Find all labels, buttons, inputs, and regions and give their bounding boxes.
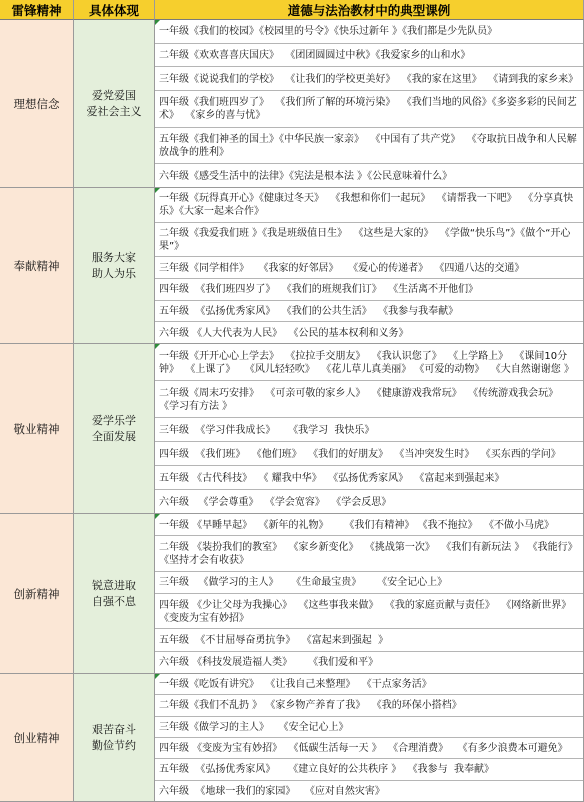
grade-row: 六年级 《地球一我们的家园》 《应对自然灾害》 [159,785,385,797]
spirit-cell: 理想信念 [0,20,74,188]
grade-lessons-group [155,188,584,344]
spirit-cell: 敬业精神 [0,344,74,514]
grade-row: 六年级 《科技发展造福人类》 《我们爱和平》 [159,657,379,669]
grade-row: 三年级 《学习伴我成长》 《我学习 我快乐》 [155,418,583,442]
grade-row: 四年级 《我们班》 《他们班》 《我们的好朋友》 《当冲突发生时》 《买东西的学问》 [155,442,583,466]
grade-row: 六年级《感受生活中的法律》《宪法是根本法 》《公民意味着什么》 [159,170,453,182]
embodiment-line: 爱党爱国 [92,88,136,102]
grade-row: 二年级《周末巧安排》 《可亲可敬的家乡人》 《健康游戏我常玩》 《传统游戏我会玩》 《学习有方法 》 [155,381,583,418]
header-lessons: 道德与法治教材中的典型课例 [155,0,584,20]
grade-row: 二年级《我爱我们班 》《我是班级值日生》 《这些是大家的》 《学做“快乐鸟”》《做个“开心果”》 [155,223,583,258]
grade-row: 一年级《吃饭有讲究》 《让我自己来整理》 《干点家务活》 [155,674,583,695]
grade-row: 二年级《我们不乱扔 》 《家乡物产养育了我》 《我的环保小搭档》 [155,695,583,716]
grade-row: 一年级《开开心心上学去》 《拉拉手交朋友》 《我认识您了》 《上学路上》 《课间10分钟》 《上课了》 《风儿轻轻吹》 《花儿草儿真美丽》 《可爱的动物》 《大自然谢谢您 》 [155,344,583,381]
grade-row: 二年级《欢欢喜喜庆国庆》 《团团圆圆过中秋》《我爱家乡的山和水》 [155,44,583,68]
grade-row: 五年级 《弘扬优秀家风》 《我们的公共生活》 《我参与我奉献》 [155,301,583,323]
spirit-cell: 创业精神 [0,674,74,802]
spirit-cell: 创新精神 [0,514,74,674]
grade-row: 五年级《我们神圣的国土》《中华民族一家亲》 《中国有了共产党》 《夺取抗日战争和人民解放战争的胜利》 [155,128,583,165]
embodiment-cell [74,344,155,514]
grade-row: 三年级《说说我们的学校》 《让我们的学校更美好》 《我的家在这里》 《请到我的家乡来》 [155,67,583,91]
header-spirit: 雷锋精神 [0,0,74,20]
grade-row: 四年级 《我们班四岁了》 《我们的班规我们订》 《生活离不开他们》 [155,279,583,301]
grade-row: 一年级 《早睡早起》 《新年的礼物》 《我们有精神》 《我不拖拉》 《不做小马虎》 [155,514,583,536]
grade-row: 二年级 《装扮我们的教室》 《家乡新变化》 《挑战第一次》 《我们有新玩法 》 《我能行》 《坚持才会有收获》 [155,536,583,571]
grade-row: 五年级 《不甘屈辱奋勇抗争》 《富起来到强起 》 [155,629,583,651]
grade-lessons-group [155,344,584,514]
grade-row: 三年级 《做学习的主人》 《生命最宝贵》 《安全记心上》 [155,572,583,594]
embodiment-cell [74,674,155,802]
embodiment-cell [74,514,155,674]
grade-row: 四年级 《变废为宝有妙招》 《低碳生活每一天 》 《合理消费》 《有多少浪费本可避免》 [155,738,583,759]
embodiment-line: 全面发展 [92,429,136,443]
grade-row: 三年级《同学相伴》 《我家的好邻居》 《爱心的传递者》 《四通八达的交通》 [155,257,583,279]
header-embodiment: 具体体现 [74,0,155,20]
grade-row: 四年级 《少让父母为我操心》 《这些事我来做》 《我的家庭贡献与责任》 《网络新世界》 《变废为宝有妙招》 [155,594,583,629]
spirit-cell: 奉献精神 [0,188,74,344]
grade-row: 一年级《玩得真开心》《健康过冬天》 《我想和你们一起玩》 《请帮我一下吧》 《分享真快乐》《大家一起来合作》 [155,188,583,223]
grade-row: 五年级 《弘扬优秀家风》 《建立良好的公共秩序 》 《我参与 我奉献》 [155,759,583,780]
embodiment-cell [74,188,155,344]
grade-row: 四年级《我们班四岁了》 《我们所了解的环境污染》 《我们当地的风俗》《多姿多彩的民间艺术》 《家乡的喜与忧》 [155,91,583,128]
embodiment-line: 爱社会主义 [86,104,142,118]
grade-row: 三年级《做学习的主人》 《安全记心上》 [155,717,583,738]
grade-row: 一年级《我们的校园》《校园里的号令》《快乐过新年 》《我们都是少先队员》 [155,20,583,44]
grade-lessons-group [155,20,584,188]
grade-row: 五年级 《古代科技》 《 耀我中华》 《弘扬优秀家风》 《富起来到强起来》 [155,466,583,490]
grade-row: 六年级 《人大代表为人民》 《公民的基本权利和义务》 [159,327,409,339]
embodiment-line: 艰苦奋斗 [92,722,136,736]
embodiment-line: 自强不息 [92,594,136,608]
embodiment-line: 爱学乐学 [92,413,136,427]
embodiment-line: 服务大家 [92,250,136,264]
grade-lessons-group [155,514,584,674]
embodiment-line: 勤俭节约 [92,738,136,752]
grade-lessons-group [155,674,584,802]
embodiment-cell [74,20,155,188]
embodiment-line: 助人为乐 [92,266,136,280]
grade-row: 六年级 《学会尊重》 《学会宽容》 《学会反思》 [159,496,392,508]
embodiment-line: 锐意进取 [92,578,136,592]
